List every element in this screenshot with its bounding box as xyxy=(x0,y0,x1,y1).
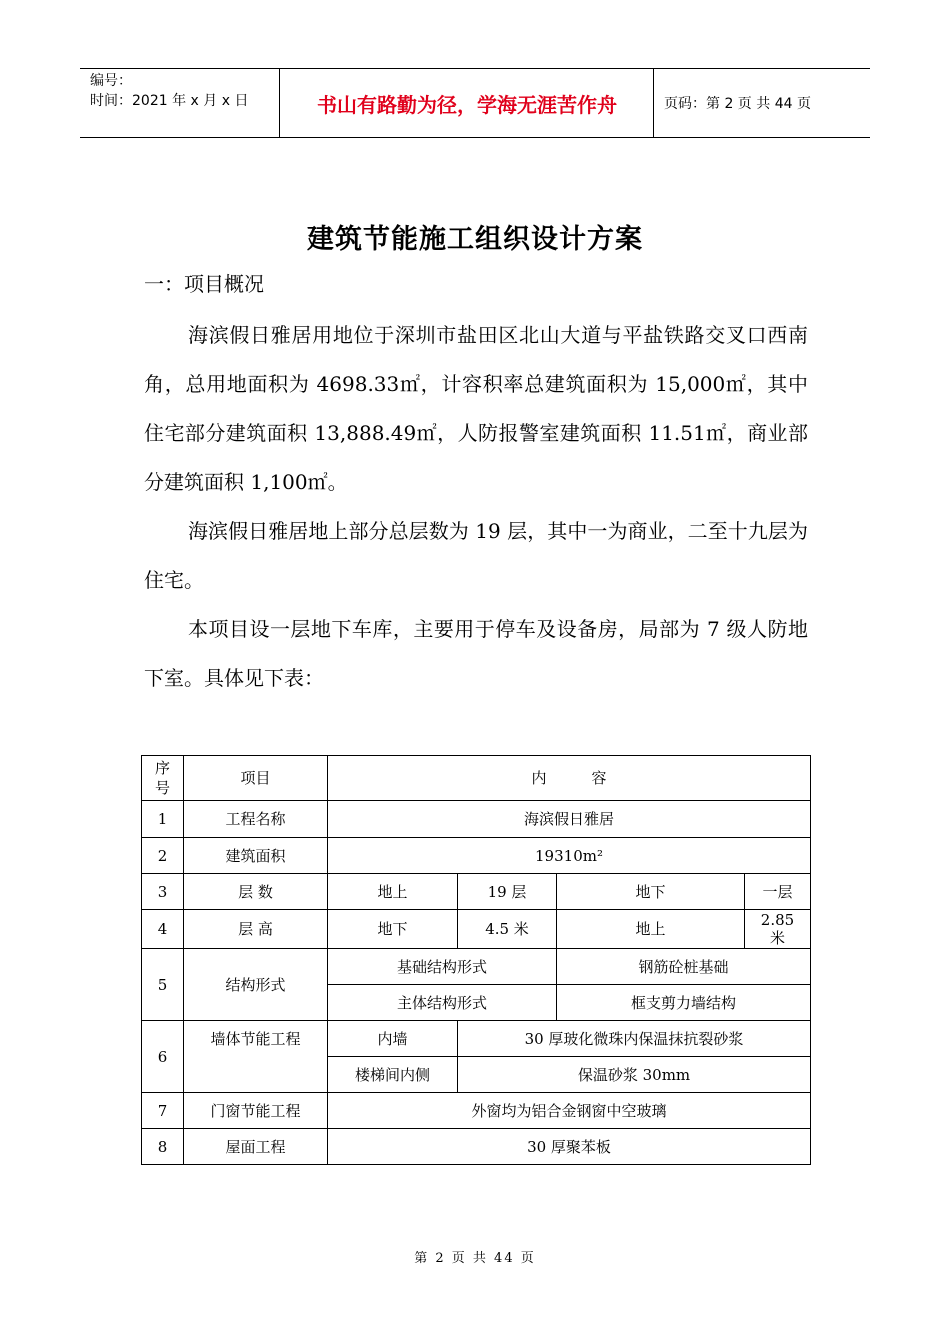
header-cell-no: 序号 xyxy=(142,756,184,801)
row-cell: 4.5 米 xyxy=(458,910,557,949)
row-item: 墙体节能工程 xyxy=(184,1021,328,1093)
row-cell: 楼梯间内侧 xyxy=(328,1057,458,1093)
table-row xyxy=(142,874,811,910)
row-number: 2 xyxy=(142,838,184,874)
document-title: 建筑节能施工组织设计方案 xyxy=(307,224,643,255)
row-cell: 19 层 xyxy=(458,874,557,910)
row-item: 层 数 xyxy=(184,874,328,910)
document-number-label: 编号： xyxy=(90,73,132,89)
row-cell: 钢筋砼桩基础 xyxy=(557,949,811,985)
document-date-label: 时间：2021 年 x 月 x 日 xyxy=(90,93,249,109)
table-row xyxy=(142,801,811,838)
row-content: 海滨假日雅居 xyxy=(328,801,811,838)
row-content: 外窗均为铝合金钢窗中空玻璃 xyxy=(328,1093,811,1129)
table-row xyxy=(142,838,811,874)
row-number: 7 xyxy=(142,1093,184,1129)
row-cell: 保温砂浆 30mm xyxy=(458,1057,811,1093)
row-item: 层 高 xyxy=(184,910,328,949)
row-content: 19310m² xyxy=(328,838,811,874)
row-content: 30 厚聚苯板 xyxy=(328,1129,811,1165)
row-item: 建筑面积 xyxy=(184,838,328,874)
row-number: 6 xyxy=(142,1021,184,1093)
section-heading: 一：项目概况 xyxy=(144,272,264,296)
row-cell: 基础结构形式 xyxy=(328,949,557,985)
table-row xyxy=(142,1093,811,1129)
row-cell: 2.85 米 xyxy=(745,910,811,949)
row-item: 屋面工程 xyxy=(184,1129,328,1165)
table-row xyxy=(142,910,811,949)
table-row xyxy=(142,949,811,985)
table-row xyxy=(142,1129,811,1165)
project-info-table xyxy=(141,755,811,1165)
row-item: 门窗节能工程 xyxy=(184,1093,328,1129)
page-header xyxy=(80,68,870,138)
header-cell-content: 内 容 xyxy=(328,756,811,801)
page-footer: 第 2 页 共 44 页 xyxy=(414,1251,536,1266)
row-cell: 主体结构形式 xyxy=(328,985,557,1021)
row-cell: 内墙 xyxy=(328,1021,458,1057)
paragraph-basement: 本项目设一层地下车库，主要用于停车及设备房，局部为 7 级人防地下室。具体见下表： xyxy=(144,617,808,690)
row-cell: 一层 xyxy=(745,874,811,910)
row-cell: 地上 xyxy=(557,910,745,949)
row-cell: 地下 xyxy=(328,910,458,949)
header-meta xyxy=(80,69,280,137)
row-number: 5 xyxy=(142,949,184,1021)
header-page-info: 页码：第 2 页 共 44 页 xyxy=(664,96,811,112)
table-row xyxy=(142,1021,811,1057)
paragraph-floors: 海滨假日雅居地上部分总层数为 19 层，其中一为商业，二至十九层为住宅。 xyxy=(144,519,808,592)
row-item: 工程名称 xyxy=(184,801,328,838)
header-cell-item: 项目 xyxy=(184,756,328,801)
row-cell: 30 厚玻化微珠内保温抹抗裂砂浆 xyxy=(458,1021,811,1057)
header-motto: 书山有路勤为径，学海无涯苦作舟 xyxy=(281,69,654,137)
row-cell: 框支剪力墙结构 xyxy=(557,985,811,1021)
table-header-row xyxy=(142,756,811,801)
row-number: 4 xyxy=(142,910,184,949)
row-cell: 地上 xyxy=(328,874,458,910)
paragraph-site-overview: 海滨假日雅居用地位于深圳市盐田区北山大道与平盐铁路交叉口西南角，总用地面积为 4698.33㎡，计容积率总建筑面积为 15,000㎡，其中住宅部分建筑面积 13,888.49㎡，人防报警室建筑面积 11.51㎡，商业部分建筑面积 1,100㎡。 xyxy=(144,323,808,494)
row-number: 8 xyxy=(142,1129,184,1165)
row-cell: 地下 xyxy=(557,874,745,910)
row-number: 3 xyxy=(142,874,184,910)
row-item: 结构形式 xyxy=(184,949,328,1021)
row-number: 1 xyxy=(142,801,184,838)
